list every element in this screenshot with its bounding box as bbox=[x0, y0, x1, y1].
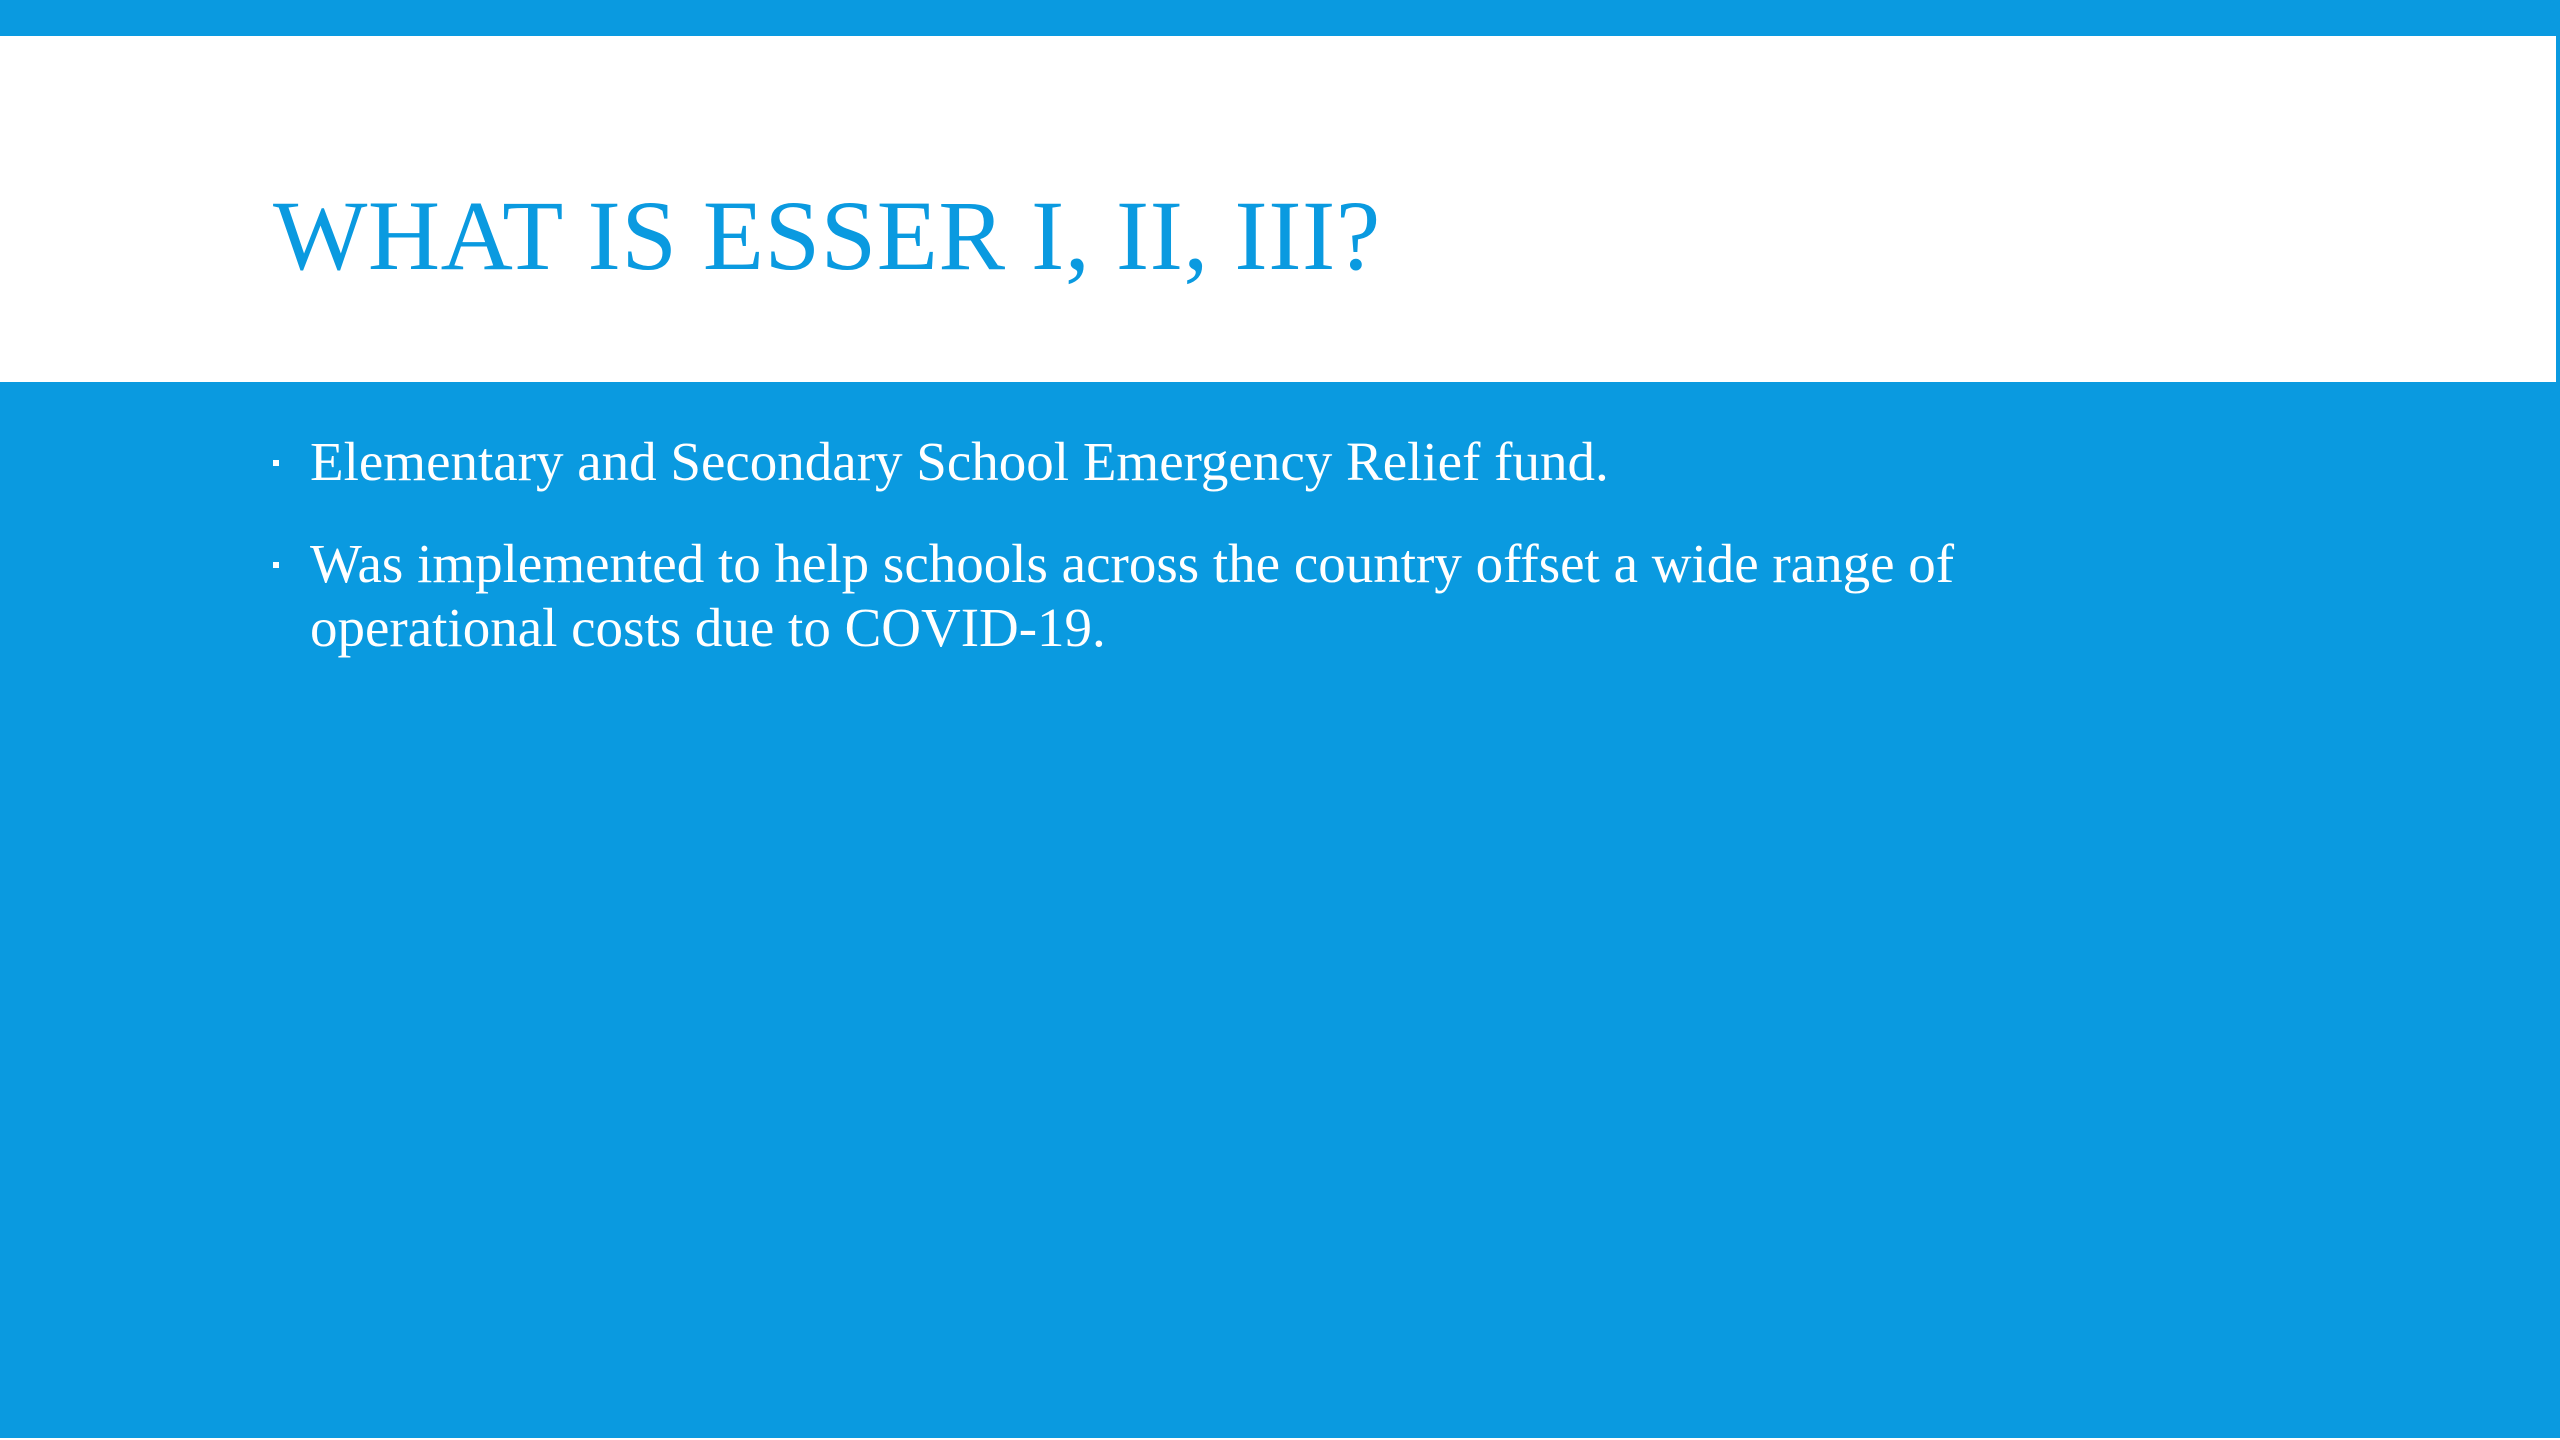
bullet-marker-icon bbox=[273, 460, 279, 466]
top-accent-band bbox=[0, 0, 2560, 36]
slide-title: WHAT IS ESSER I, II, III? bbox=[273, 180, 1381, 291]
bullet-text: Elementary and Secondary School Emergency Relief fund. bbox=[310, 431, 1609, 492]
bullet-list bbox=[273, 430, 2123, 698]
bullet-item bbox=[273, 430, 2123, 494]
bullet-item bbox=[273, 532, 2123, 660]
bullet-text: Was implemented to help schools across the country offset a wide range of operational costs due to COVID-19. bbox=[310, 533, 1955, 658]
title-panel bbox=[0, 36, 2556, 382]
bullet-marker-icon bbox=[273, 562, 279, 568]
